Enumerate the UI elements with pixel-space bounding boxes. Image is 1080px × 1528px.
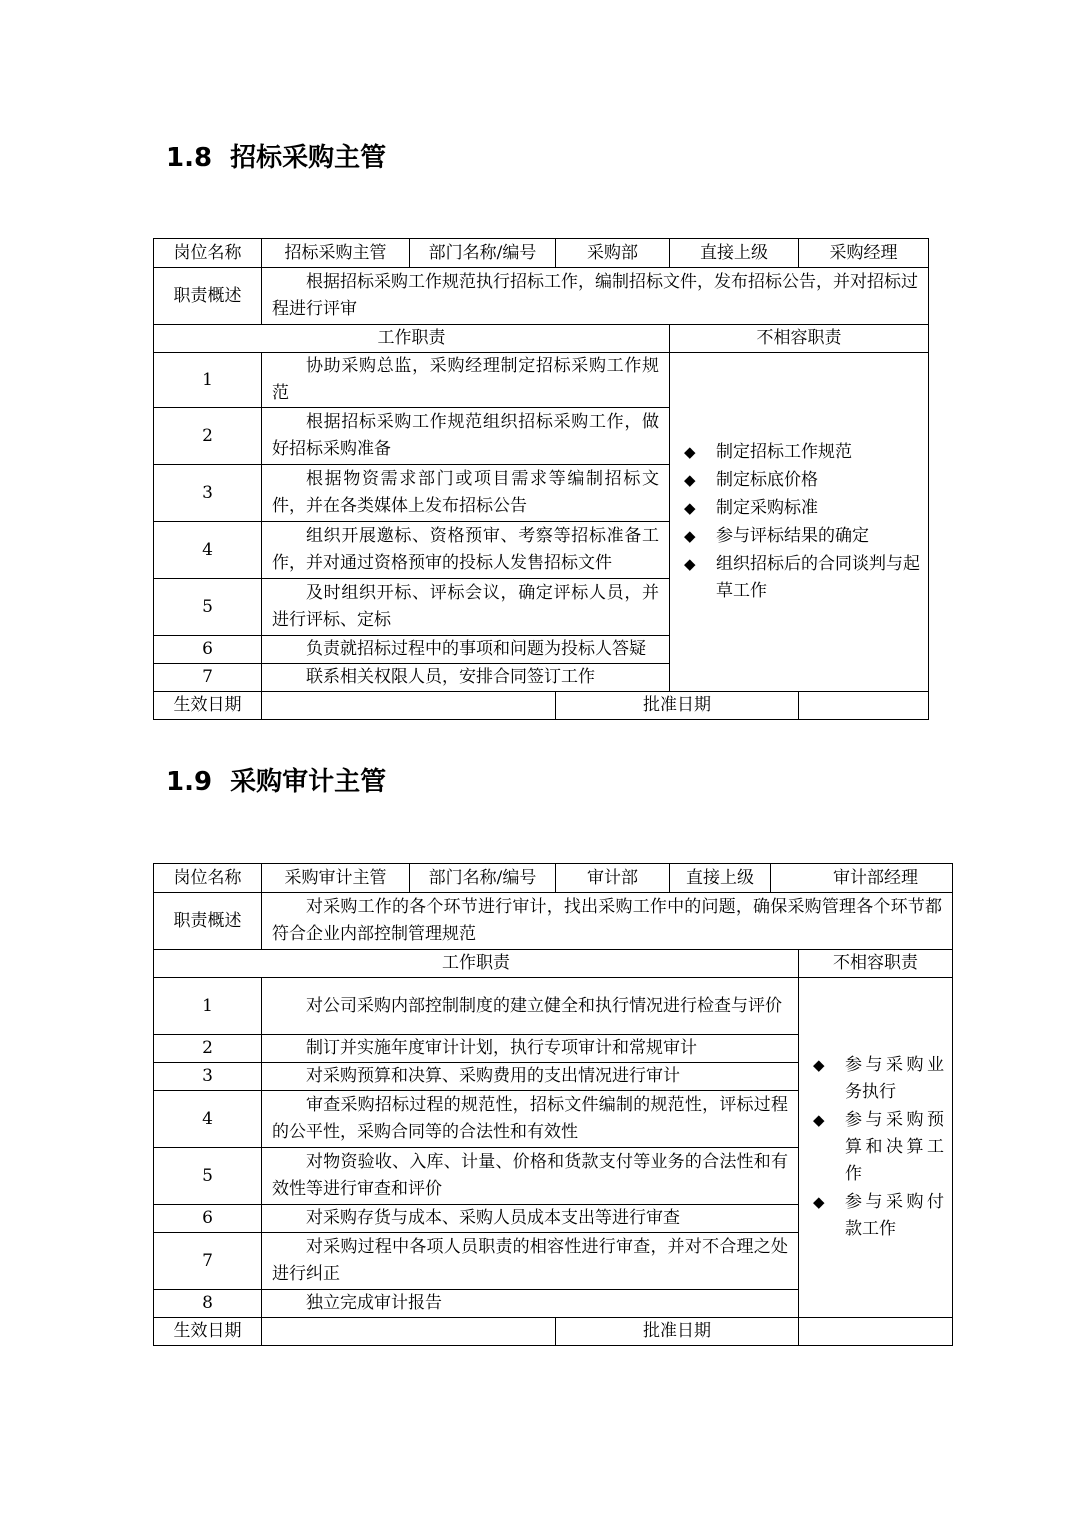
incompatible-item: 制定采购标准 bbox=[716, 498, 818, 518]
superior-label: 直接上级 bbox=[670, 239, 799, 268]
post-name-label: 岗位名称 bbox=[154, 239, 262, 268]
incompatible-item: 制定招标工作规范 bbox=[716, 442, 852, 462]
approval-date-value bbox=[799, 1318, 953, 1346]
list-item bbox=[682, 439, 920, 466]
section-number: 1.9 bbox=[166, 767, 213, 797]
section-title: 招标采购主管 bbox=[230, 143, 387, 173]
duty-text: 对采购存货与成本、采购人员成本支出等进行审查 bbox=[262, 1205, 799, 1233]
incompatible-list bbox=[682, 439, 920, 605]
incompatible-header: 不相容职责 bbox=[670, 325, 929, 353]
table-row bbox=[154, 1318, 953, 1346]
duty-text: 协助采购总监，采购经理制定招标采购工作规范 bbox=[262, 353, 670, 408]
diamond-bullet-icon: ◆ bbox=[684, 443, 696, 461]
duty-text: 对公司采购内部控制制度的建立健全和执行情况进行检查与评价 bbox=[262, 978, 799, 1035]
duty-number: 8 bbox=[154, 1290, 262, 1318]
section-title: 采购审计主管 bbox=[230, 767, 387, 797]
job-description-table-1-8 bbox=[153, 238, 929, 720]
summary-text: 根据招标采购工作规范执行招标工作，编制招标文件，发布招标公告，并对招标过程进行评审 bbox=[262, 268, 929, 325]
duty-text: 负责就招标过程中的事项和问题为投标人答疑 bbox=[262, 636, 670, 664]
diamond-bullet-icon: ◆ bbox=[684, 527, 696, 545]
superior-label: 直接上级 bbox=[670, 864, 771, 893]
duty-number: 3 bbox=[154, 465, 262, 522]
approval-date-value bbox=[799, 692, 929, 720]
duty-number: 6 bbox=[154, 636, 262, 664]
incompatible-list bbox=[811, 1052, 944, 1243]
duty-text: 独立完成审计报告 bbox=[262, 1290, 799, 1318]
duty-number: 4 bbox=[154, 1091, 262, 1148]
list-item bbox=[811, 1189, 944, 1243]
table-row bbox=[154, 239, 929, 268]
list-item bbox=[811, 1052, 944, 1106]
diamond-bullet-icon: ◆ bbox=[684, 555, 696, 573]
duty-number: 5 bbox=[154, 1148, 262, 1205]
superior-value: 采购经理 bbox=[799, 239, 929, 268]
section-number: 1.8 bbox=[166, 143, 213, 173]
duty-text: 根据物资需求部门或项目需求等编制招标文件，并在各类媒体上发布招标公告 bbox=[262, 465, 670, 522]
duty-text: 制订并实施年度审计计划，执行专项审计和常规审计 bbox=[262, 1035, 799, 1063]
diamond-bullet-icon: ◆ bbox=[813, 1193, 825, 1211]
approval-date-label: 批准日期 bbox=[556, 1318, 799, 1346]
duties-header: 工作职责 bbox=[154, 950, 799, 978]
diamond-bullet-icon: ◆ bbox=[684, 499, 696, 517]
incompatible-item: 参与采购付款工作 bbox=[845, 1192, 944, 1239]
duty-text: 对采购预算和决算、采购费用的支出情况进行审计 bbox=[262, 1063, 799, 1091]
duty-number: 7 bbox=[154, 664, 262, 692]
table-row bbox=[154, 864, 953, 893]
effective-date-value bbox=[262, 692, 556, 720]
duty-number: 6 bbox=[154, 1205, 262, 1233]
duty-text: 审查采购招标过程的规范性，招标文件编制的规范性，评标过程的公平性，采购合同等的合法性和有效性 bbox=[262, 1091, 799, 1148]
table-row bbox=[154, 893, 953, 950]
section-heading-1-8 bbox=[166, 142, 386, 174]
superior-value: 审计部经理 bbox=[771, 864, 953, 893]
incompatible-item: 制定标底价格 bbox=[716, 470, 818, 490]
incompatible-item: 参与采购业务执行 bbox=[845, 1055, 944, 1102]
duty-number: 2 bbox=[154, 408, 262, 465]
diamond-bullet-icon: ◆ bbox=[813, 1056, 825, 1074]
incompatible-cell bbox=[670, 353, 929, 692]
duty-number: 3 bbox=[154, 1063, 262, 1091]
duty-text: 组织开展邀标、资格预审、考察等招标准备工作，并对通过资格预审的投标人发售招标文件 bbox=[262, 522, 670, 579]
duty-text: 根据招标采购工作规范组织招标采购工作，做好招标采购准备 bbox=[262, 408, 670, 465]
effective-date-label: 生效日期 bbox=[154, 692, 262, 720]
table-row bbox=[154, 268, 929, 325]
duty-number: 4 bbox=[154, 522, 262, 579]
dept-value: 采购部 bbox=[556, 239, 670, 268]
duty-text: 对采购过程中各项人员职责的相容性进行审查，并对不合理之处进行纠正 bbox=[262, 1233, 799, 1290]
duty-number: 1 bbox=[154, 353, 262, 408]
dept-value: 审计部 bbox=[556, 864, 670, 893]
effective-date-label: 生效日期 bbox=[154, 1318, 262, 1346]
list-item bbox=[682, 495, 920, 522]
table-row bbox=[154, 692, 929, 720]
post-name-value: 招标采购主管 bbox=[262, 239, 410, 268]
duty-number: 5 bbox=[154, 579, 262, 636]
duty-number: 7 bbox=[154, 1233, 262, 1290]
incompatible-item: 组织招标后的合同谈判与起草工作 bbox=[716, 554, 920, 601]
post-name-label: 岗位名称 bbox=[154, 864, 262, 893]
section-heading-1-9 bbox=[166, 766, 386, 798]
list-item bbox=[682, 467, 920, 494]
duty-number: 2 bbox=[154, 1035, 262, 1063]
table-row bbox=[154, 325, 929, 353]
duties-header: 工作职责 bbox=[154, 325, 670, 353]
summary-label: 职责概述 bbox=[154, 893, 262, 950]
duty-text: 对物资验收、入库、计量、价格和货款支付等业务的合法性和有效性等进行审查和评价 bbox=[262, 1148, 799, 1205]
list-item bbox=[682, 523, 920, 550]
diamond-bullet-icon: ◆ bbox=[813, 1111, 825, 1129]
duty-text: 及时组织开标、评标会议，确定评标人员，并进行评标、定标 bbox=[262, 579, 670, 636]
approval-date-label: 批准日期 bbox=[556, 692, 799, 720]
list-item bbox=[811, 1107, 944, 1188]
duty-row bbox=[154, 353, 929, 408]
incompatible-item: 参与采购预算和决算工作 bbox=[845, 1110, 944, 1184]
dept-label: 部门名称/编号 bbox=[410, 864, 556, 893]
duty-row bbox=[154, 978, 953, 1035]
diamond-bullet-icon: ◆ bbox=[684, 471, 696, 489]
incompatible-cell bbox=[799, 978, 953, 1318]
post-name-value: 采购审计主管 bbox=[262, 864, 410, 893]
table-row bbox=[154, 950, 953, 978]
effective-date-value bbox=[262, 1318, 556, 1346]
incompatible-header: 不相容职责 bbox=[799, 950, 953, 978]
summary-label: 职责概述 bbox=[154, 268, 262, 325]
duty-number: 1 bbox=[154, 978, 262, 1035]
dept-label: 部门名称/编号 bbox=[410, 239, 556, 268]
job-description-table-1-9 bbox=[153, 863, 953, 1346]
summary-text: 对采购工作的各个环节进行审计，找出采购工作中的问题，确保采购管理各个环节都符合企业内部控制管理规范 bbox=[262, 893, 953, 950]
duty-text: 联系相关权限人员，安排合同签订工作 bbox=[262, 664, 670, 692]
list-item bbox=[682, 551, 920, 605]
incompatible-item: 参与评标结果的确定 bbox=[716, 526, 869, 546]
